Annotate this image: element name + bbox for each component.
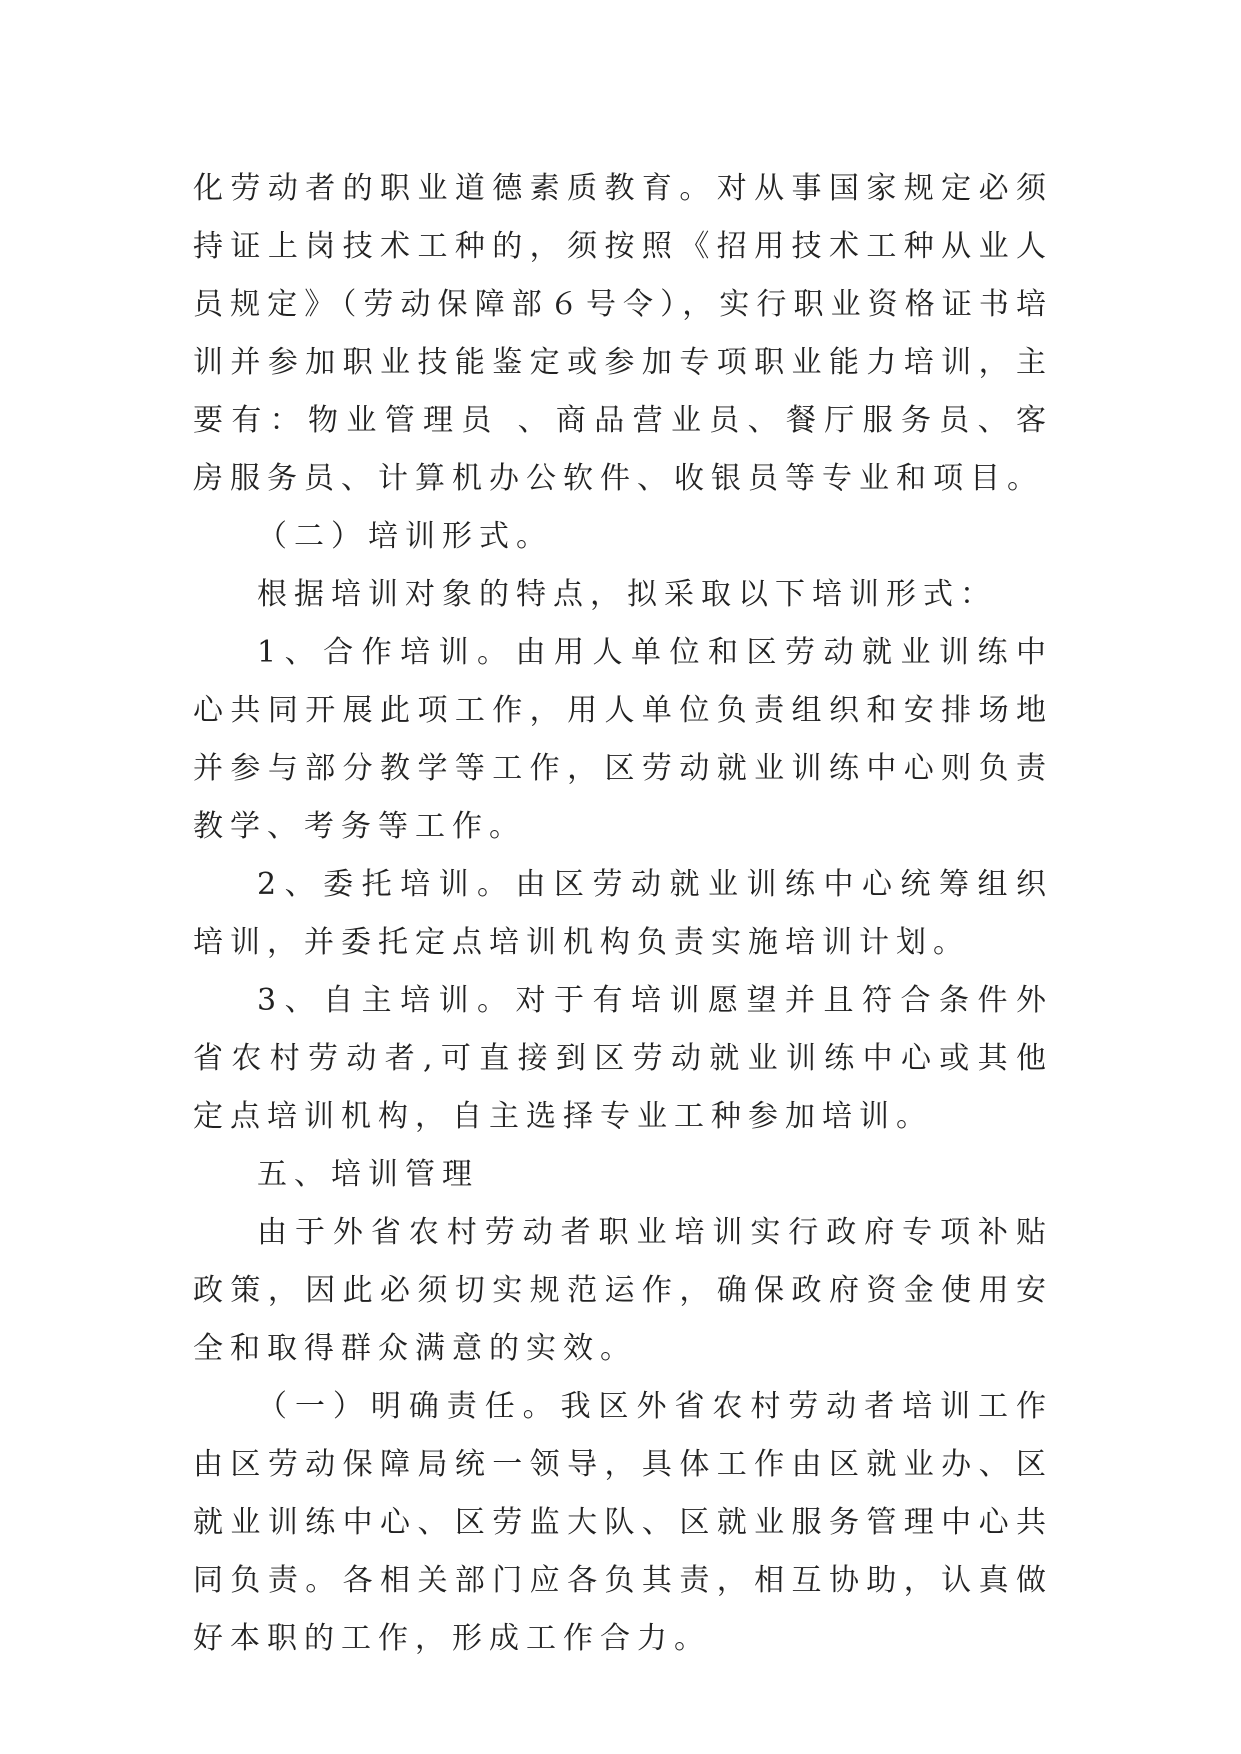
paragraph-7: 五、培训管理 [257, 1157, 479, 1192]
paragraph-9: （一）明确责任。我区外省农村劳动者培训工作由区劳动保障局统一领导，具体工作由区就业办、区就业训练中心、区劳监大队、区就业服务管理中心共同负责。各相关部门应各负其责，相互协助，认真做好本职的工作，形成工作合力。 [193, 1389, 1053, 1656]
paragraph-2: （二）培训形式。 [257, 519, 553, 554]
paragraph-5: 2、委托培训。由区劳动就业训练中心统筹组织培训，并委托定点培训机构负责实施培训计划。 [193, 867, 1053, 960]
paragraph-3: 根据培训对象的特点，拟采取以下培训形式： [257, 577, 997, 612]
document-body [193, 160, 1053, 1668]
paragraph-4: 1、合作培训。由用人单位和区劳动就业训练中心共同开展此项工作，用人单位负责组织和安排场地并参与部分教学等工作，区劳动就业训练中心则负责教学、考务等工作。 [193, 635, 1053, 844]
paragraph-6: 3、自主培训。对于有培训愿望并且符合条件外省农村劳动者,可直接到区劳动就业训练中心或其他定点培训机构，自主选择专业工种参加培训。 [193, 983, 1053, 1134]
paragraph-8: 由于外省农村劳动者职业培训实行政府专项补贴政策，因此必须切实规范运作，确保政府资金使用安全和取得群众满意的实效。 [193, 1215, 1053, 1366]
paragraph-1: 化劳动者的职业道德素质教育。对从事国家规定必须持证上岗技术工种的，须按照《招用技术工种从业人员规定》（劳动保障部６号令），实行职业资格证书培训并参加职业技能鉴定或参加专项职业能力培训，主要有：物业管理员 、商品营业员、餐厅服务员、客房服务员、计算机办公软件、收银员等专业和项目。 [193, 171, 1053, 496]
